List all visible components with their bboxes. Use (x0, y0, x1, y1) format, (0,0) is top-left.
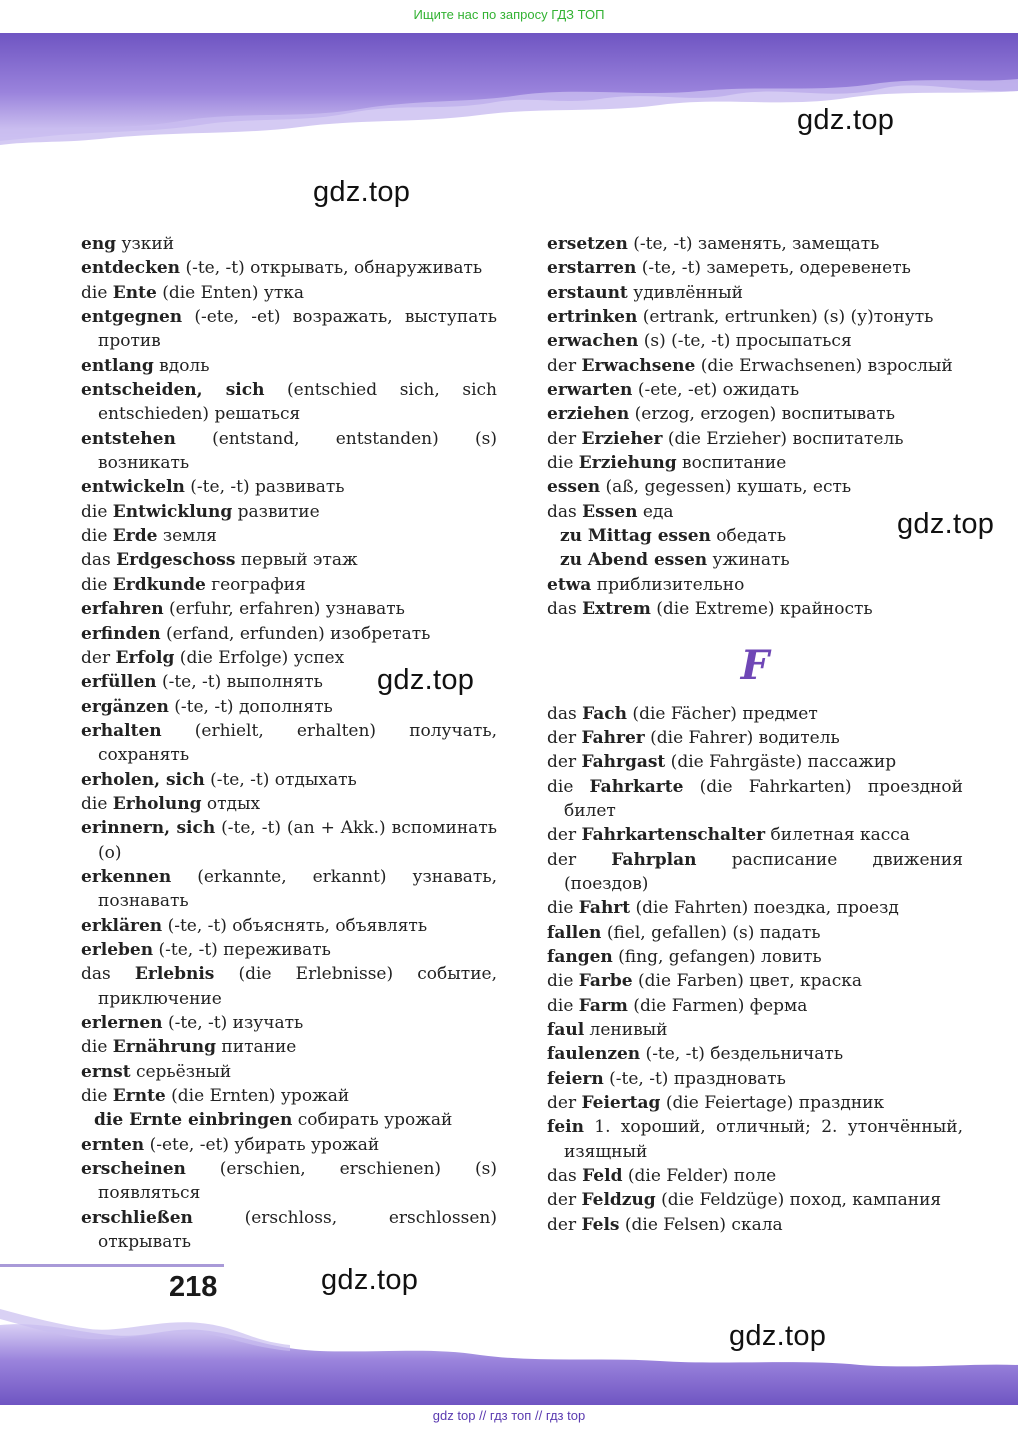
entry-translation: земля (157, 526, 217, 547)
entry-headword: Entwicklung (112, 501, 233, 522)
entry-translation: (-te, -t) отдыхать (204, 769, 357, 790)
dictionary-entry (547, 1188, 963, 1212)
entry-headword: Feldzug (581, 1190, 656, 1211)
entry-headword: erleben (81, 939, 154, 960)
entry-article: die (81, 282, 113, 303)
entry-translation: (die Erfolge) успех (174, 647, 345, 668)
entry-article: die (81, 793, 113, 814)
page-number-rule (0, 1264, 224, 1267)
entry-headword: erwachen (547, 331, 639, 352)
entry-headword: erklären (81, 915, 163, 936)
dictionary-entry (81, 500, 497, 524)
entry-article: der (547, 727, 582, 748)
entry-article: das (547, 599, 583, 620)
entry-headword: erhalten (81, 720, 162, 741)
entry-translation: (die Farmen) ферма (627, 995, 808, 1016)
dictionary-entry (81, 865, 497, 914)
entry-translation: (-te, -t) заменять, замещать (627, 234, 880, 254)
entry-translation: развитие (232, 501, 320, 522)
dictionary-entry (81, 524, 497, 548)
entry-article: das (547, 703, 583, 724)
dictionary-entry (81, 256, 497, 280)
entry-article: das (81, 550, 117, 571)
entry-headword: entscheiden, sich (81, 380, 265, 401)
entry-translation: вдоль (153, 355, 210, 376)
entry-translation: (entschied sich, sich entschieden) решаться (98, 380, 497, 425)
entry-headword: Ente (112, 282, 157, 303)
entry-translation: (die Fahrer) водитель (644, 727, 840, 748)
dictionary-entry (81, 427, 497, 476)
dictionary-entry (81, 354, 497, 378)
entry-translation: (fiel, gefallen) (s) падать (601, 922, 821, 943)
entry-translation: (die Feldzüge) поход, кампания (655, 1190, 942, 1211)
entry-headword: Fahrgast (581, 752, 666, 773)
dictionary-column-left (81, 232, 497, 1254)
dictionary-entry (547, 726, 963, 750)
entry-headword: erstaunt (547, 282, 628, 303)
dictionary-entry (547, 969, 963, 993)
entry-headword: erstarren (547, 258, 637, 279)
watermark: gdz.top (377, 664, 475, 696)
footer-links (0, 1408, 1018, 1423)
watermark: gdz.top (729, 1320, 827, 1352)
dictionary-entry (547, 378, 963, 402)
entry-headword: erfinden (81, 623, 161, 644)
entry-article: der (547, 355, 582, 376)
section-e-entries (547, 232, 963, 622)
entry-translation: (die Enten) утка (156, 282, 305, 303)
entry-headword: ergänzen (81, 696, 169, 717)
entry-headword: Erfolg (115, 647, 175, 668)
entry-headword: Erde (112, 526, 158, 547)
entry-headword: Ernährung (112, 1037, 217, 1058)
dictionary-entry (547, 848, 963, 897)
dictionary-entry (547, 1164, 963, 1188)
dictionary-entry (81, 1084, 497, 1108)
footer-link[interactable]: гдз топ (489, 1408, 532, 1423)
entry-headword: entgegnen (81, 307, 183, 328)
entry-headword: ernten (81, 1134, 145, 1155)
entry-headword: entlang (81, 355, 154, 376)
entry-headword: zu Abend essen (560, 550, 708, 571)
dictionary-entry (81, 1157, 497, 1206)
dictionary-entry (81, 281, 497, 305)
entry-translation: (aß, gegessen) кушать, есть (600, 477, 852, 498)
dictionary-entry (547, 1067, 963, 1091)
entry-headword: fallen (547, 922, 602, 943)
dictionary-entry (81, 573, 497, 597)
entry-translation: еда (637, 501, 674, 522)
entry-headword: Farbe (578, 971, 633, 992)
dictionary-entry (547, 750, 963, 774)
entry-headword: ernst (81, 1061, 131, 1082)
dictionary-entry (81, 962, 497, 1011)
entry-translation: обедать (710, 526, 787, 547)
dictionary-entry (94, 1108, 497, 1132)
dictionary-entry (81, 548, 497, 572)
entry-headword: Fahrkartenschalter (581, 825, 766, 846)
entry-headword: erfahren (81, 599, 164, 620)
entry-headword: Fahrplan (611, 849, 697, 870)
entry-article: der (547, 849, 612, 870)
watermark: gdz.top (797, 104, 895, 136)
entry-headword: zu Mittag essen (560, 526, 711, 547)
dictionary-entry (81, 305, 497, 354)
dictionary-entry (547, 475, 963, 499)
dictionary-entry (81, 1206, 497, 1255)
entry-article: das (547, 501, 583, 522)
dictionary-entry (547, 1115, 963, 1164)
section-f-entries (547, 702, 963, 1238)
entry-headword: erziehen (547, 404, 630, 425)
entry-translation: (-te, -t) переживать (153, 939, 331, 960)
entry-headword: Ernte (112, 1086, 166, 1107)
entry-translation: (die Fächer) предмет (627, 703, 818, 724)
dictionary-entry (81, 670, 497, 694)
footer-decorative-band (0, 1295, 1018, 1405)
entry-headword: erholen, sich (81, 769, 205, 790)
entry-translation: приблизительно (591, 574, 745, 595)
entry-headword: ersetzen (547, 234, 628, 254)
entry-headword: essen (547, 477, 601, 498)
entry-headword: erwarten (547, 380, 633, 401)
dictionary-entry (81, 1011, 497, 1035)
entry-translation: (erzog, erzogen) воспитывать (629, 404, 895, 425)
dictionary-entry (547, 1042, 963, 1066)
dictionary-entry (81, 695, 497, 719)
entry-headword: erlernen (81, 1013, 163, 1033)
dictionary-column-right (547, 232, 963, 1237)
dictionary-entry (81, 792, 497, 816)
entry-headword: feiern (547, 1068, 604, 1089)
entry-headword: Fach (582, 703, 628, 724)
entry-article: der (547, 428, 582, 449)
entry-headword: fangen (547, 946, 613, 967)
dictionary-entry (81, 1060, 497, 1084)
dictionary-entry (547, 305, 963, 329)
entry-translation: воспитание (676, 453, 787, 474)
entry-article: der (547, 752, 582, 773)
entry-headword: Feiertag (581, 1093, 661, 1113)
entry-headword: Erziehung (578, 453, 677, 474)
entry-headword: entstehen (81, 428, 176, 449)
entry-translation: (-te, -t) праздновать (603, 1068, 786, 1089)
dictionary-entry (547, 451, 963, 475)
entry-translation: (entstand, entstanden) (s) возникать (98, 428, 497, 474)
dictionary-entry (547, 1213, 963, 1237)
entry-translation: собирать урожай (292, 1110, 453, 1131)
entry-translation: (-te, -t) выполнять (156, 672, 323, 693)
dictionary-entry (560, 548, 963, 572)
entry-translation: (-te, -t) открывать, обнаруживать (180, 258, 483, 279)
dictionary-entry (547, 945, 963, 969)
entry-headword: fein (547, 1117, 584, 1138)
dictionary-entry (547, 1091, 963, 1115)
entry-translation: узкий (116, 234, 175, 254)
entry-translation: первый этаж (235, 550, 358, 571)
entry-headword: Erdkunde (112, 574, 206, 595)
entry-translation: (die Feiertage) праздник (660, 1093, 885, 1113)
entry-article: der (547, 1214, 582, 1235)
entry-translation: (die Erwachsenen) взрослый (695, 355, 953, 376)
entry-translation: (-te, -t) изучать (162, 1013, 304, 1033)
entry-translation: (-te, -t) бездельничать (640, 1044, 844, 1065)
entry-translation: серьёзный (130, 1061, 232, 1082)
entry-headword: Fahrt (578, 898, 631, 919)
entry-translation: (die Erlebnisse) событие, приключение (98, 964, 498, 1009)
footer-link[interactable]: gdz top (432, 1408, 476, 1423)
dictionary-entry (547, 256, 963, 280)
entry-headword: erscheinen (81, 1159, 186, 1180)
entry-headword: Erlebnis (134, 964, 215, 985)
entry-translation: (-te, -t) замереть, одеревенеть (636, 258, 911, 279)
entry-translation: (die Fahrkarten) проездной билет (564, 776, 963, 821)
entry-headword: Erzieher (581, 428, 663, 449)
dictionary-entry (81, 938, 497, 962)
entry-translation: (-te, -t) дополнять (168, 696, 333, 717)
dictionary-entry (81, 719, 497, 768)
dictionary-entry (547, 921, 963, 945)
entry-translation: (die Extreme) крайность (650, 599, 873, 620)
footer-link[interactable]: гдз top (545, 1408, 586, 1423)
entry-headword: entdecken (81, 258, 181, 279)
entry-article: der (547, 1190, 582, 1211)
dictionary-entry (81, 597, 497, 621)
entry-translation: ленивый (584, 1019, 668, 1040)
entry-translation: удивлённый (627, 282, 743, 303)
entry-translation: (erfuhr, erfahren) узнавать (163, 599, 405, 620)
watermark: gdz.top (313, 176, 411, 208)
dictionary-entry (81, 232, 497, 256)
entry-article: die (547, 898, 579, 919)
dictionary-entry (547, 823, 963, 847)
entry-translation: (die Fahrgäste) пассажир (665, 752, 897, 773)
entry-headword: etwa (547, 574, 592, 595)
entry-article: die (81, 574, 113, 595)
entry-translation: билетная касса (765, 825, 910, 846)
entry-translation: (die Ernten) урожай (165, 1086, 350, 1107)
watermark: gdz.top (897, 508, 995, 540)
entry-translation: питание (216, 1037, 297, 1058)
entry-headword: ertrinken (547, 307, 638, 328)
watermark: gdz.top (321, 1264, 419, 1296)
entry-headword: erkennen (81, 866, 172, 887)
entry-headword: Farm (578, 995, 628, 1016)
entry-translation: отдых (201, 793, 261, 814)
entry-headword: Essen (582, 501, 638, 522)
dictionary-entry (81, 646, 497, 670)
dictionary-entry (81, 1035, 497, 1059)
dictionary-entry (547, 427, 963, 451)
entry-article: die (81, 526, 113, 547)
entry-translation: (erfand, erfunden) изобретать (160, 623, 431, 644)
entry-translation: (die Farben) цвет, краска (632, 971, 862, 992)
entry-translation: (die Felsen) скала (619, 1214, 783, 1235)
dictionary-entry (547, 402, 963, 426)
footer-separator: // (534, 1408, 543, 1423)
entry-article: der (547, 825, 582, 846)
entry-headword: Fahrkarte (589, 776, 684, 797)
entry-article: die (547, 776, 590, 797)
dictionary-entry (547, 994, 963, 1018)
dictionary-entry (547, 232, 963, 256)
dictionary-entry (547, 500, 963, 524)
entry-translation: (erkannte, erkannt) узнавать, познавать (98, 866, 497, 912)
entry-headword: faulenzen (547, 1044, 641, 1065)
entry-translation: 1. хороший, отличный; 2. утончённый, изящный (564, 1117, 963, 1162)
entry-translation: (die Erzieher) воспитатель (662, 428, 904, 449)
entry-translation: (erschloss, erschlossen) открывать (98, 1207, 497, 1253)
dictionary-entry (547, 573, 963, 597)
dictionary-entry (81, 914, 497, 938)
dictionary-entry (547, 281, 963, 305)
entry-translation: география (205, 574, 306, 595)
entry-headword: entwickeln (81, 477, 185, 498)
dictionary-entry (560, 524, 963, 548)
entry-headword: erfüllen (81, 672, 157, 693)
entry-headword: Feld (582, 1166, 623, 1187)
dictionary-entry (81, 1133, 497, 1157)
entry-article: die (547, 971, 579, 992)
entry-translation: (-ete, -et) возражать, выступать против (98, 307, 497, 352)
dictionary-entry (81, 768, 497, 792)
entry-headword: Erdgeschoss (116, 550, 236, 571)
dictionary-entry (547, 702, 963, 726)
entry-translation: (fing, gefangen) ловить (612, 946, 822, 967)
section-letter-heading: F (740, 641, 770, 689)
dictionary-entry (81, 378, 497, 427)
entry-article: der (81, 647, 116, 668)
entry-headword: Erwachsene (581, 355, 696, 376)
entry-headword: Erholung (112, 793, 202, 814)
dictionary-entry (81, 816, 497, 865)
entry-translation: (s) (-te, -t) просыпаться (638, 331, 852, 352)
dictionary-entry (547, 329, 963, 353)
entry-article: das (547, 1166, 583, 1187)
entry-headword: faul (547, 1019, 585, 1040)
entry-translation: (erhielt, erhalten) получать, сохранять (98, 720, 497, 766)
dictionary-entry (81, 622, 497, 646)
entry-article: die (81, 501, 113, 522)
dictionary-entry (547, 775, 963, 824)
entry-translation: (die Fahrten) поездка, проезд (630, 898, 899, 919)
entry-headword: erschließen (81, 1207, 193, 1228)
page-number: 218 (169, 1271, 218, 1303)
entry-article: die (81, 1086, 113, 1107)
entry-headword: eng (81, 234, 117, 254)
entry-translation: (die Felder) поле (622, 1166, 777, 1187)
entry-article: der (547, 1093, 582, 1113)
entry-translation: ужинать (707, 550, 790, 571)
entry-article: die (547, 453, 579, 474)
entry-translation: (-te, -t) (an + Akk.) вспоминать (о) (98, 818, 497, 863)
entry-headword: Fels (581, 1214, 620, 1235)
entry-headword: Fahrer (581, 727, 645, 748)
entry-translation: (erschien, erschienen) (s) появляться (98, 1159, 497, 1204)
entry-translation: (-ete, -et) ожидать (632, 380, 800, 401)
entry-headword: erinnern, sich (81, 818, 216, 839)
entry-article: das (81, 964, 135, 985)
entry-translation: расписание движения (поездов) (564, 849, 963, 894)
entry-headword: Extrem (582, 599, 651, 620)
entry-translation: (ertrank, ertrunken) (s) (у)тонуть (637, 307, 934, 328)
entry-translation: (-ete, -et) убирать урожай (144, 1134, 380, 1155)
dictionary-entry (547, 597, 963, 621)
dictionary-entry (547, 354, 963, 378)
entry-translation: (-te, -t) объяснять, объявлять (162, 915, 428, 936)
dictionary-entry (81, 475, 497, 499)
entry-article: die (81, 1037, 113, 1058)
entry-article: die (547, 995, 579, 1016)
dictionary-entry (547, 896, 963, 920)
top-search-note: Ищите нас по запросу ГДЗ ТОП (413, 7, 605, 22)
dictionary-entry (547, 1018, 963, 1042)
entry-headword: die Ernte einbringen (94, 1110, 293, 1131)
entry-translation: (-te, -t) развивать (184, 477, 345, 498)
footer-separator: // (479, 1408, 487, 1423)
